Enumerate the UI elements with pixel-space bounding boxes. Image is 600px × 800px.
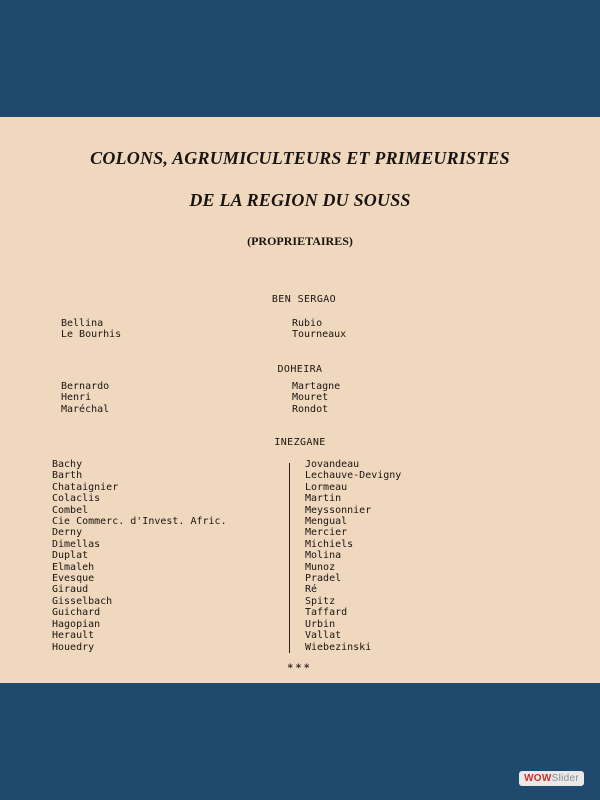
watermark-part1: WOW bbox=[524, 773, 552, 784]
section-heading-ben-sergao: BEN SERGAO bbox=[271, 294, 337, 305]
doheira-right-list bbox=[292, 381, 340, 415]
list-item: Molina bbox=[305, 550, 342, 562]
list-item: Bachy bbox=[52, 459, 83, 470]
list-item: Duplat bbox=[52, 550, 89, 562]
list-item: Combel bbox=[52, 504, 89, 516]
list-item: Spitz bbox=[305, 595, 336, 607]
section-heading-doheira: DOHEIRA bbox=[277, 364, 323, 375]
list-item: Tourneaux bbox=[292, 329, 347, 341]
inezgane-left-list bbox=[52, 459, 227, 653]
document-subtitle: (PROPRIETAIRES) bbox=[247, 234, 353, 248]
list-item: Wiebezinski bbox=[305, 641, 372, 653]
list-item: Evesque bbox=[52, 573, 95, 585]
list-item: Bernardo bbox=[61, 381, 110, 392]
list-item: Le Bourhis bbox=[61, 329, 122, 341]
list-item: Urbin bbox=[305, 618, 336, 630]
list-item: Munoz bbox=[305, 561, 336, 573]
list-item: Ré bbox=[305, 584, 318, 596]
list-item: Martin bbox=[305, 493, 342, 505]
list-item: Hagopian bbox=[52, 618, 101, 630]
column-divider bbox=[289, 463, 290, 653]
list-item: Rubio bbox=[292, 318, 323, 329]
list-item: Martagne bbox=[292, 381, 341, 392]
list-item: Mouret bbox=[292, 392, 329, 404]
ben-sergao-left-list bbox=[61, 318, 121, 341]
list-item: Bellina bbox=[61, 318, 104, 329]
list-item: Giraud bbox=[52, 584, 89, 596]
list-item: Derny bbox=[52, 527, 83, 539]
list-item: Taffard bbox=[305, 607, 348, 619]
document-title-line2: DE LA REGION DU SOUSS bbox=[189, 190, 411, 210]
list-item: Maréchal bbox=[61, 403, 110, 415]
list-item: Mercier bbox=[305, 527, 348, 539]
doheira-left-list bbox=[61, 381, 109, 415]
list-item: Guichard bbox=[52, 607, 101, 619]
list-item: Mengual bbox=[305, 516, 348, 528]
list-item: Michiels bbox=[305, 538, 354, 550]
list-item: Rondot bbox=[292, 403, 329, 415]
list-item: Elmaleh bbox=[52, 561, 95, 573]
list-item: Colaclis bbox=[52, 493, 101, 505]
list-item: Houedry bbox=[52, 641, 95, 653]
list-item: Chataignier bbox=[52, 481, 119, 493]
list-item: Pradel bbox=[305, 573, 342, 585]
list-item: Cie Commerc. d'Invest. Afric. bbox=[52, 516, 227, 528]
list-item: Henri bbox=[61, 392, 92, 404]
inezgane-right-list bbox=[305, 459, 401, 653]
wowslider-watermark bbox=[519, 771, 584, 786]
list-item: Herault bbox=[52, 630, 95, 642]
section-heading-inezgane: INEZGANE bbox=[274, 437, 326, 448]
list-item: Barth bbox=[52, 470, 83, 482]
list-item: Jovandeau bbox=[305, 459, 360, 470]
list-item: Lechauve-Devigny bbox=[305, 470, 402, 482]
watermark-part2: Slider bbox=[551, 773, 579, 784]
list-item: Vallat bbox=[305, 630, 342, 642]
document-title-line1: COLONS, AGRUMICULTEURS ET PRIMEURISTES bbox=[90, 148, 510, 168]
ben-sergao-right-list bbox=[292, 318, 346, 341]
section-end-stars: *** bbox=[287, 663, 313, 674]
list-item: Lormeau bbox=[305, 481, 348, 493]
list-item: Meyssonnier bbox=[305, 504, 372, 516]
list-item: Gisselbach bbox=[52, 595, 113, 607]
document-page bbox=[0, 117, 600, 683]
list-item: Dimellas bbox=[52, 538, 101, 550]
